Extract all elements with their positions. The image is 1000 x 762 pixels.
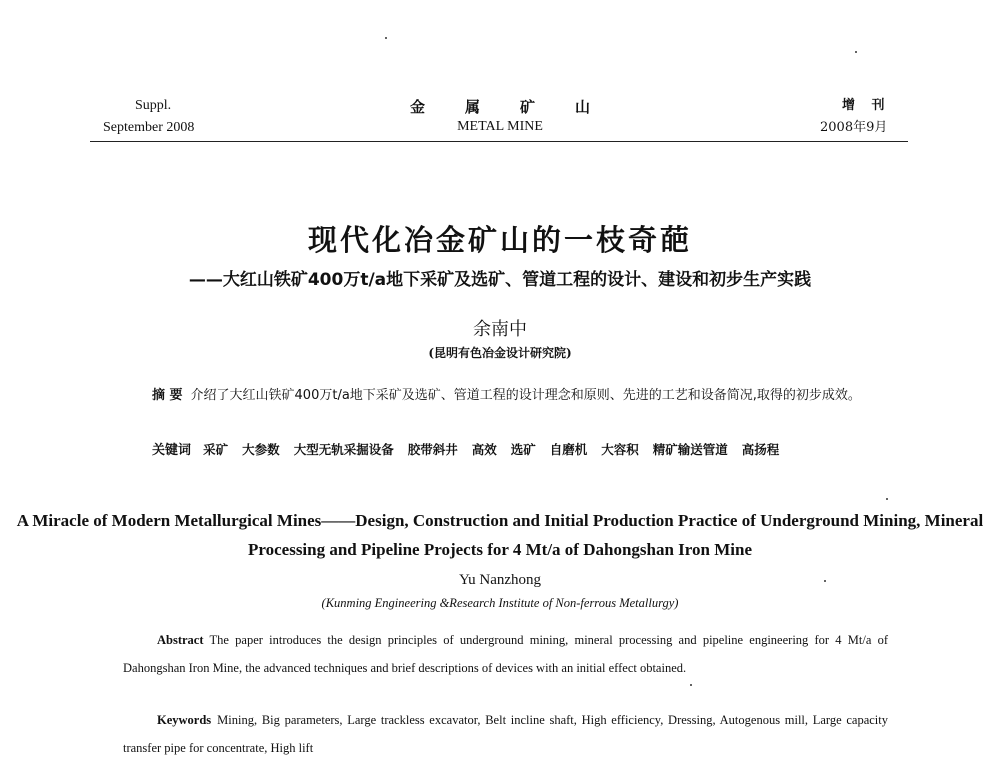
keywords-cn [118,438,888,463]
abstract-en-text: The paper introduces the design principles of underground mining, mineral processing and pipeline engineering for 4 Mt/a of Dahongshan Iron Mine, the advanced techniques and brief descriptions of devices with an initial effect obtained. [123,633,888,675]
affiliation-cn: (昆明有色冶金设计研究院) [428,346,572,360]
abstract-cn-text: 介绍了大红山铁矿400万t/a地下采矿及选矿、管道工程的设计理念和原则、先进的工艺和设备简况,取得的初步成效。 [190,388,861,403]
journal-title-en: METAL MINE [457,119,543,134]
keyword-cn-item: 大容积 [601,442,639,457]
scan-speck [855,51,857,53]
paper-subtitle-cn: ——大红山铁矿400万t/a地下采矿及选矿、管道工程的设计、建设和初步生产实践 [188,270,812,290]
abstract-cn-label: 摘 要 [152,388,183,403]
header-left-line2: September 2008 [103,120,195,135]
keyword-cn-item: 高效 [471,442,497,457]
keyword-cn-item: 高扬程 [741,442,780,457]
keyword-cn-item: 大型无轨采掘设备 [293,442,394,457]
paper-title-cn: 现代化冶金矿山的一枝奇葩 [307,223,692,257]
keyword-cn-item: 胶带斜井 [407,442,458,457]
keywords-en-text: Mining, Big parameters, Large trackless excavator, Belt incline shaft, High efficiency, Dressing, Autogenous mill, Large capacity transfer pipe for concentrate, High lift [123,713,888,755]
keyword-cn-item: 采矿 [203,442,229,457]
paper-title-en: A Miracle of Modern Metallurgical Mines——Design, Construction and Initial Production Practice of Underground Mining, Mineral Processing and Pipeline Projects for 4 Mt/a of Dahongshan Iron Mine [16,511,984,559]
header-left-line1: Suppl. [135,98,172,113]
header-rule [90,141,908,142]
keywords-en-label: Keywords [157,713,212,727]
keyword-cn-item: 大参数 [242,442,280,457]
header-right-line2: 2008年9月 [820,120,888,135]
abstract-en-label: Abstract [157,633,204,647]
journal-title-cn: 金属矿山 [409,98,630,116]
abstract-en [123,626,888,682]
keyword-cn-item: 精矿输送管道 [652,442,728,457]
scan-speck [385,37,387,39]
scan-speck [824,580,826,582]
keywords-cn-label: 关键词 [152,443,192,458]
abstract-cn [118,384,888,408]
keywords-cn-list [203,443,793,458]
author-cn: 余南中 [473,319,527,340]
author-en: Yu Nanzhong [458,572,542,588]
scan-speck [886,498,888,500]
scan-speck [690,684,692,686]
keyword-cn-item: 自磨机 [549,442,588,457]
affiliation-en: (Kunming Engineering &Research Institute of Non-ferrous Metallurgy) [321,596,679,610]
keywords-en [123,706,888,762]
keyword-cn-item: 选矿 [510,442,536,457]
header-right-line1: 增 刊 [842,98,891,113]
